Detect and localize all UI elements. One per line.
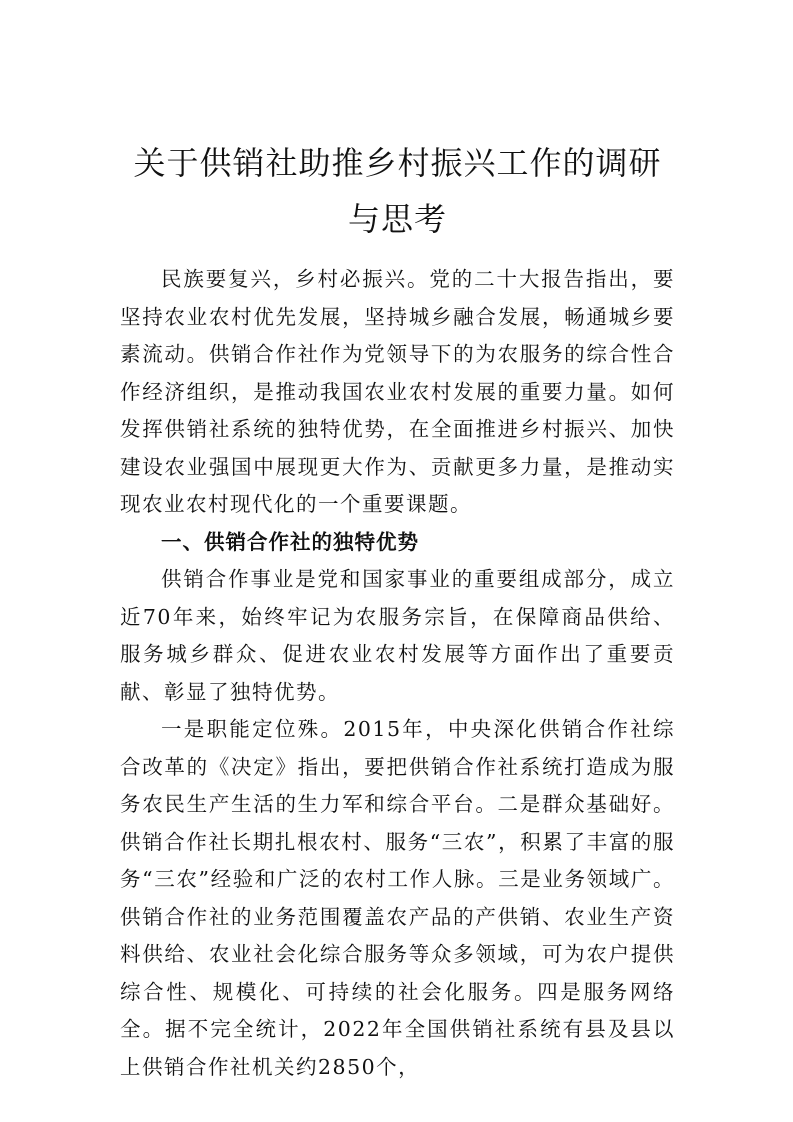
- document-title: 关于供销社助推乡村振兴工作的调研与思考: [133, 144, 662, 238]
- intro-paragraph: 民族要复兴，乡村必振兴。党的二十大报告指出，要坚持农业农村优先发展，坚持城乡融合发展，畅通城乡要素流动。供销合作社作为党领导下的为农服务的综合性合作经济组织，是推动我国农业农村发展的重要力量。如何发挥供销社系统的独特优势，在全面推进乡村振兴、加快建设农业强国中展现更大作为、贡献更多力量，是推动实现农业农村现代化的一个重要课题。: [120, 267, 675, 516]
- section-1-paragraph-1: 供销合作事业是党和国家事业的重要组成部分，成立近70年来，始终牢记为农服务宗旨，在保障商品供给、服务城乡群众、促进农业农村发展等方面作出了重要贡献、彰显了独特优势。: [120, 567, 675, 704]
- document-body: [120, 261, 675, 1086]
- section-1-paragraph-2: 一是职能定位殊。2015年，中央深化供销合作社综合改革的《决定》指出，要把供销合作社系统打造成为服务农民生产生活的生力军和综合平台。二是群众基础好。供销合作社长期扎根农村、服务“三农”，积累了丰富的服务“三农”经验和广泛的农村工作人脉。三是业务领域广。供销合作社的业务范围覆盖农产品的产供销、农业生产资料供给、农业社会化综合服务等众多领域，可为农户提供综合性、规模化、可持续的社会化服务。四是服务网络全。据不完全统计，2022年全国供销社系统有县及县以上供销合作社机关约2850个，: [120, 717, 675, 1079]
- section-1-heading: 一、供销合作社的独特优势: [161, 529, 419, 554]
